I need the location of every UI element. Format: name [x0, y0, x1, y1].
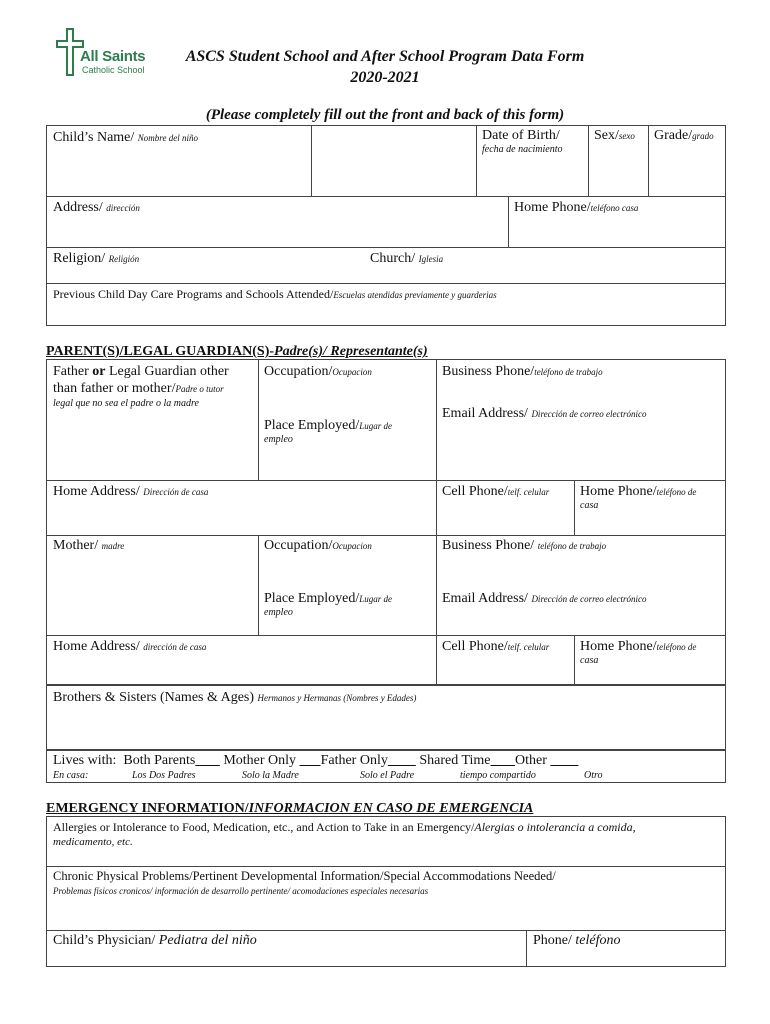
form-title: ASCS Student School and After School Program Data Form — [185, 48, 585, 65]
chronic-problems-field[interactable] — [47, 900, 725, 929]
chronic-problems-label-es: Problemas físicos cronicos/ información de desarrollo pertinente/ acomodaciones especiales necesarias — [53, 886, 429, 896]
mother-home-phone-label: Home Phone/teléfono de — [580, 639, 697, 654]
emergency-section-title: EMERGENCY INFORMATION/INFORMACION EN CASO DE EMERGENCIA — [46, 801, 534, 816]
religion-label: Religion/ Religión — [53, 251, 140, 266]
mother-place-employed-label: Place Employed/Lugar de — [264, 591, 393, 606]
logo-name: All Saints — [80, 48, 146, 65]
lives-with-row: Lives with: Both Parents Mother Only Father Only Shared Time Other — [53, 753, 547, 768]
mother-label: Mother/ madre — [53, 538, 125, 553]
father-place-employed-label: Place Employed/Lugar de — [264, 418, 393, 433]
siblings-label: Brothers & Sisters (Names & Ages) Hermanos y Hermanas (Nombres y Edades) — [53, 690, 417, 705]
option-both-parents[interactable]: Both Parents — [123, 753, 196, 768]
chronic-problems-label: Chronic Physical Problems/Pertinent Developmental Information/Special Accommodations Needed/ — [53, 869, 556, 883]
en-casa-label: En casa: — [53, 770, 89, 781]
address-label: Address/ dirección — [53, 200, 140, 215]
dob-label-es: fecha de nacimiento — [482, 144, 563, 155]
mother-cell-phone-label: Cell Phone/telf. celular — [442, 639, 550, 654]
father-label-line2: than father or mother/Padre o tutor — [53, 381, 224, 396]
previous-programs-label: Previous Child Day Care Programs and Schools Attended/Escuelas atendidas previamente y guarderias — [53, 287, 497, 301]
mother-only-es: Solo la Madre — [242, 770, 299, 781]
mother-home-phone-es: casa — [580, 655, 599, 666]
address-field[interactable] — [47, 216, 507, 246]
option-father-only[interactable]: Father Only — [320, 753, 388, 768]
mother-email-label: Email Address/ Dirección de correo electrónico — [442, 591, 647, 606]
previous-programs-field[interactable] — [47, 302, 725, 325]
mother-business-phone-label: Business Phone/ teléfono de trabajo — [442, 538, 607, 553]
allergies-field[interactable] — [47, 850, 725, 865]
mother-home-address-label: Home Address/ dirección de casa — [53, 639, 207, 654]
form-year: 2020-2021 — [350, 69, 420, 86]
grade-label: Grade/grado — [654, 128, 714, 143]
option-other[interactable]: Other — [515, 753, 547, 768]
father-place-employed-es: empleo — [264, 434, 293, 445]
option-shared-time[interactable]: Shared Time — [419, 753, 491, 768]
father-home-address-label: Home Address/ Dirección de casa — [53, 484, 209, 499]
home-phone-label: Home Phone/teléfono casa — [514, 200, 639, 215]
option-mother-only[interactable]: Mother Only — [223, 753, 297, 768]
church-label: Church/ Iglesia — [370, 251, 444, 266]
physician-phone-label: Phone/ teléfono — [533, 933, 621, 948]
form-instruction: (Please completely fill out the front and back of this form) — [205, 107, 565, 123]
father-email-label: Email Address/ Dirección de correo electrónico — [442, 406, 647, 421]
sex-label: Sex/sexo — [594, 128, 635, 143]
logo-subtitle: Catholic School — [82, 65, 145, 75]
child-name-label: Child’s Name/ Nombre del niño — [53, 130, 198, 145]
both-parents-es: Los Dos Padres — [132, 770, 196, 781]
father-occupation-label: Occupation/Ocupacion — [264, 364, 372, 379]
father-business-phone-label: Business Phone/teléfono de trabajo — [442, 364, 603, 379]
other-es: Otro — [584, 770, 603, 781]
child-name-field[interactable] — [312, 126, 475, 195]
father-only-es: Solo el Padre — [360, 770, 415, 781]
parents-section-title: PARENT(S)/LEGAL GUARDIAN(S)-Padre(s)/ Representante(s) — [46, 344, 428, 359]
father-home-phone-es: casa — [580, 500, 599, 511]
dob-label: Date of Birth/ — [482, 128, 560, 143]
physician-label: Child’s Physician/ Pediatra del niño — [53, 933, 257, 948]
mother-place-employed-es: empleo — [264, 607, 293, 618]
father-label: Father or Legal Guardian other — [53, 364, 229, 379]
school-logo — [52, 26, 147, 80]
father-cell-phone-label: Cell Phone/telf. celular — [442, 484, 550, 499]
siblings-field[interactable] — [47, 708, 725, 749]
allergies-label: Allergies or Intolerance to Food, Medication, etc., and Action to Take in an Emergency/Alergias o intolerancia a comida, — [53, 820, 636, 834]
father-label-es: legal que no sea el padre o la madre — [53, 398, 199, 409]
mother-occupation-label: Occupation/Ocupacion — [264, 538, 372, 553]
allergies-label-es2: medicamento, etc. — [53, 836, 133, 848]
father-home-phone-label: Home Phone/teléfono de — [580, 484, 697, 499]
shared-time-es: tiempo compartido — [460, 770, 536, 781]
